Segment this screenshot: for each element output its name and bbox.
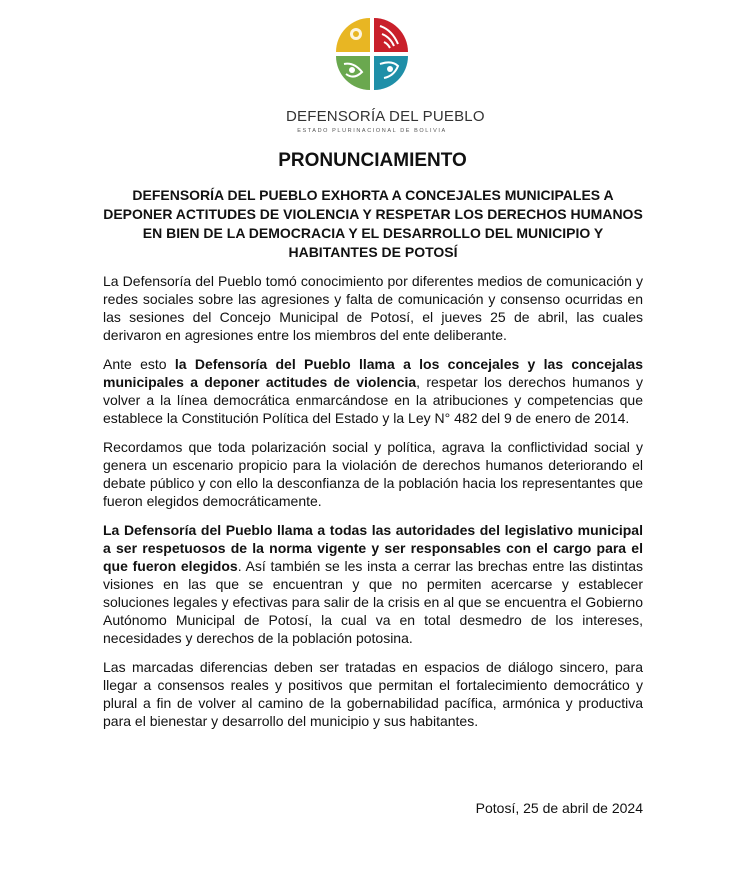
document-headline: DEFENSORÍA DEL PUEBLO EXHORTA A CONCEJALES MUNICIPALES A DEPONER ACTITUDES DE VIOLENCIA Y RESPETAR LOS DERECHOS HUMANOS EN BIEN DE LA DEMOCRACIA Y EL DESARROLLO DEL MUNICIPIO Y HABITANTES DE POTOSÍ [103,187,643,260]
document-title: PRONUNCIAMIENTO [278,150,467,171]
paragraph-5: Las marcadas diferencias deben ser tratadas en espacios de diálogo sincero, para llegar a consensos reales y positivos que permitan el fortalecimiento democrático y plural a fin de volver al camino de la gobernabilidad pacífica, armónica y productiva para el bienestar y desarrollo del municipio y sus habitantes. [103,659,643,729]
defensoria-emblem-icon [332,14,412,94]
paragraph-2 [103,355,643,427]
paragraph-2-intro: Ante esto [103,356,175,372]
paragraph-4 [103,521,643,647]
paragraph-4-emphasis: La Defensoría del Pueblo llama a todas las autoridades del legislativo municipal a ser respetuosos de la norma vigente y ser responsables con el cargo para el que fueron elegidos [103,522,643,574]
paragraph-4-rest: . Así también se les insta a cerrar las brechas entre las distintas visiones en las que se encuentran y que no permiten acercarse y establecer soluciones legales y efectivas para salir de la crisis en al que se encuentra el Gobierno Autónomo Municipal de Potosí, la cual va en total desmedro de los intereses, necesidades y derechos de la población potosina. [103,558,644,646]
document-date: Potosí, 25 de abril de 2024 [475,800,643,816]
paragraph-2-rest: , respetar los derechos humanos y volver a la línea democrática enmarcándose en la atribuciones y competencias que establece la Constitución Política del Estado y la Ley N° 482 del 9 de enero de 2014. [103,374,643,426]
organization-subtitle: ESTADO PLURINACIONAL DE BOLIVIA [297,128,447,134]
organization-name: DEFENSORÍA DEL PUEBLO [286,108,485,125]
paragraph-2-emphasis: la Defensoría del Pueblo llama a los concejales y las concejalas municipales a deponer actitudes de violencia [103,356,643,390]
paragraph-3: Recordamos que toda polarización social y política, agrava la conflictividad social y genera un escenario propicio para la violación de derechos humanos deteriorando el debate público y con ello la desconfianza de la población hacia los representantes que fueron elegidos democráticamente. [103,439,643,509]
organization-logo [286,14,485,134]
paragraph-1: La Defensoría del Pueblo tomó conocimiento por diferentes medios de comunicación y redes sociales sobre las agresiones y falta de comunicación y consenso ocurridas en las sesiones del Concejo Municipal de Potosí, el jueves 25 de abril, las cuales derivaron en agresiones entre los miembros del ente deliberante. [103,273,643,343]
document-body [103,272,643,741]
